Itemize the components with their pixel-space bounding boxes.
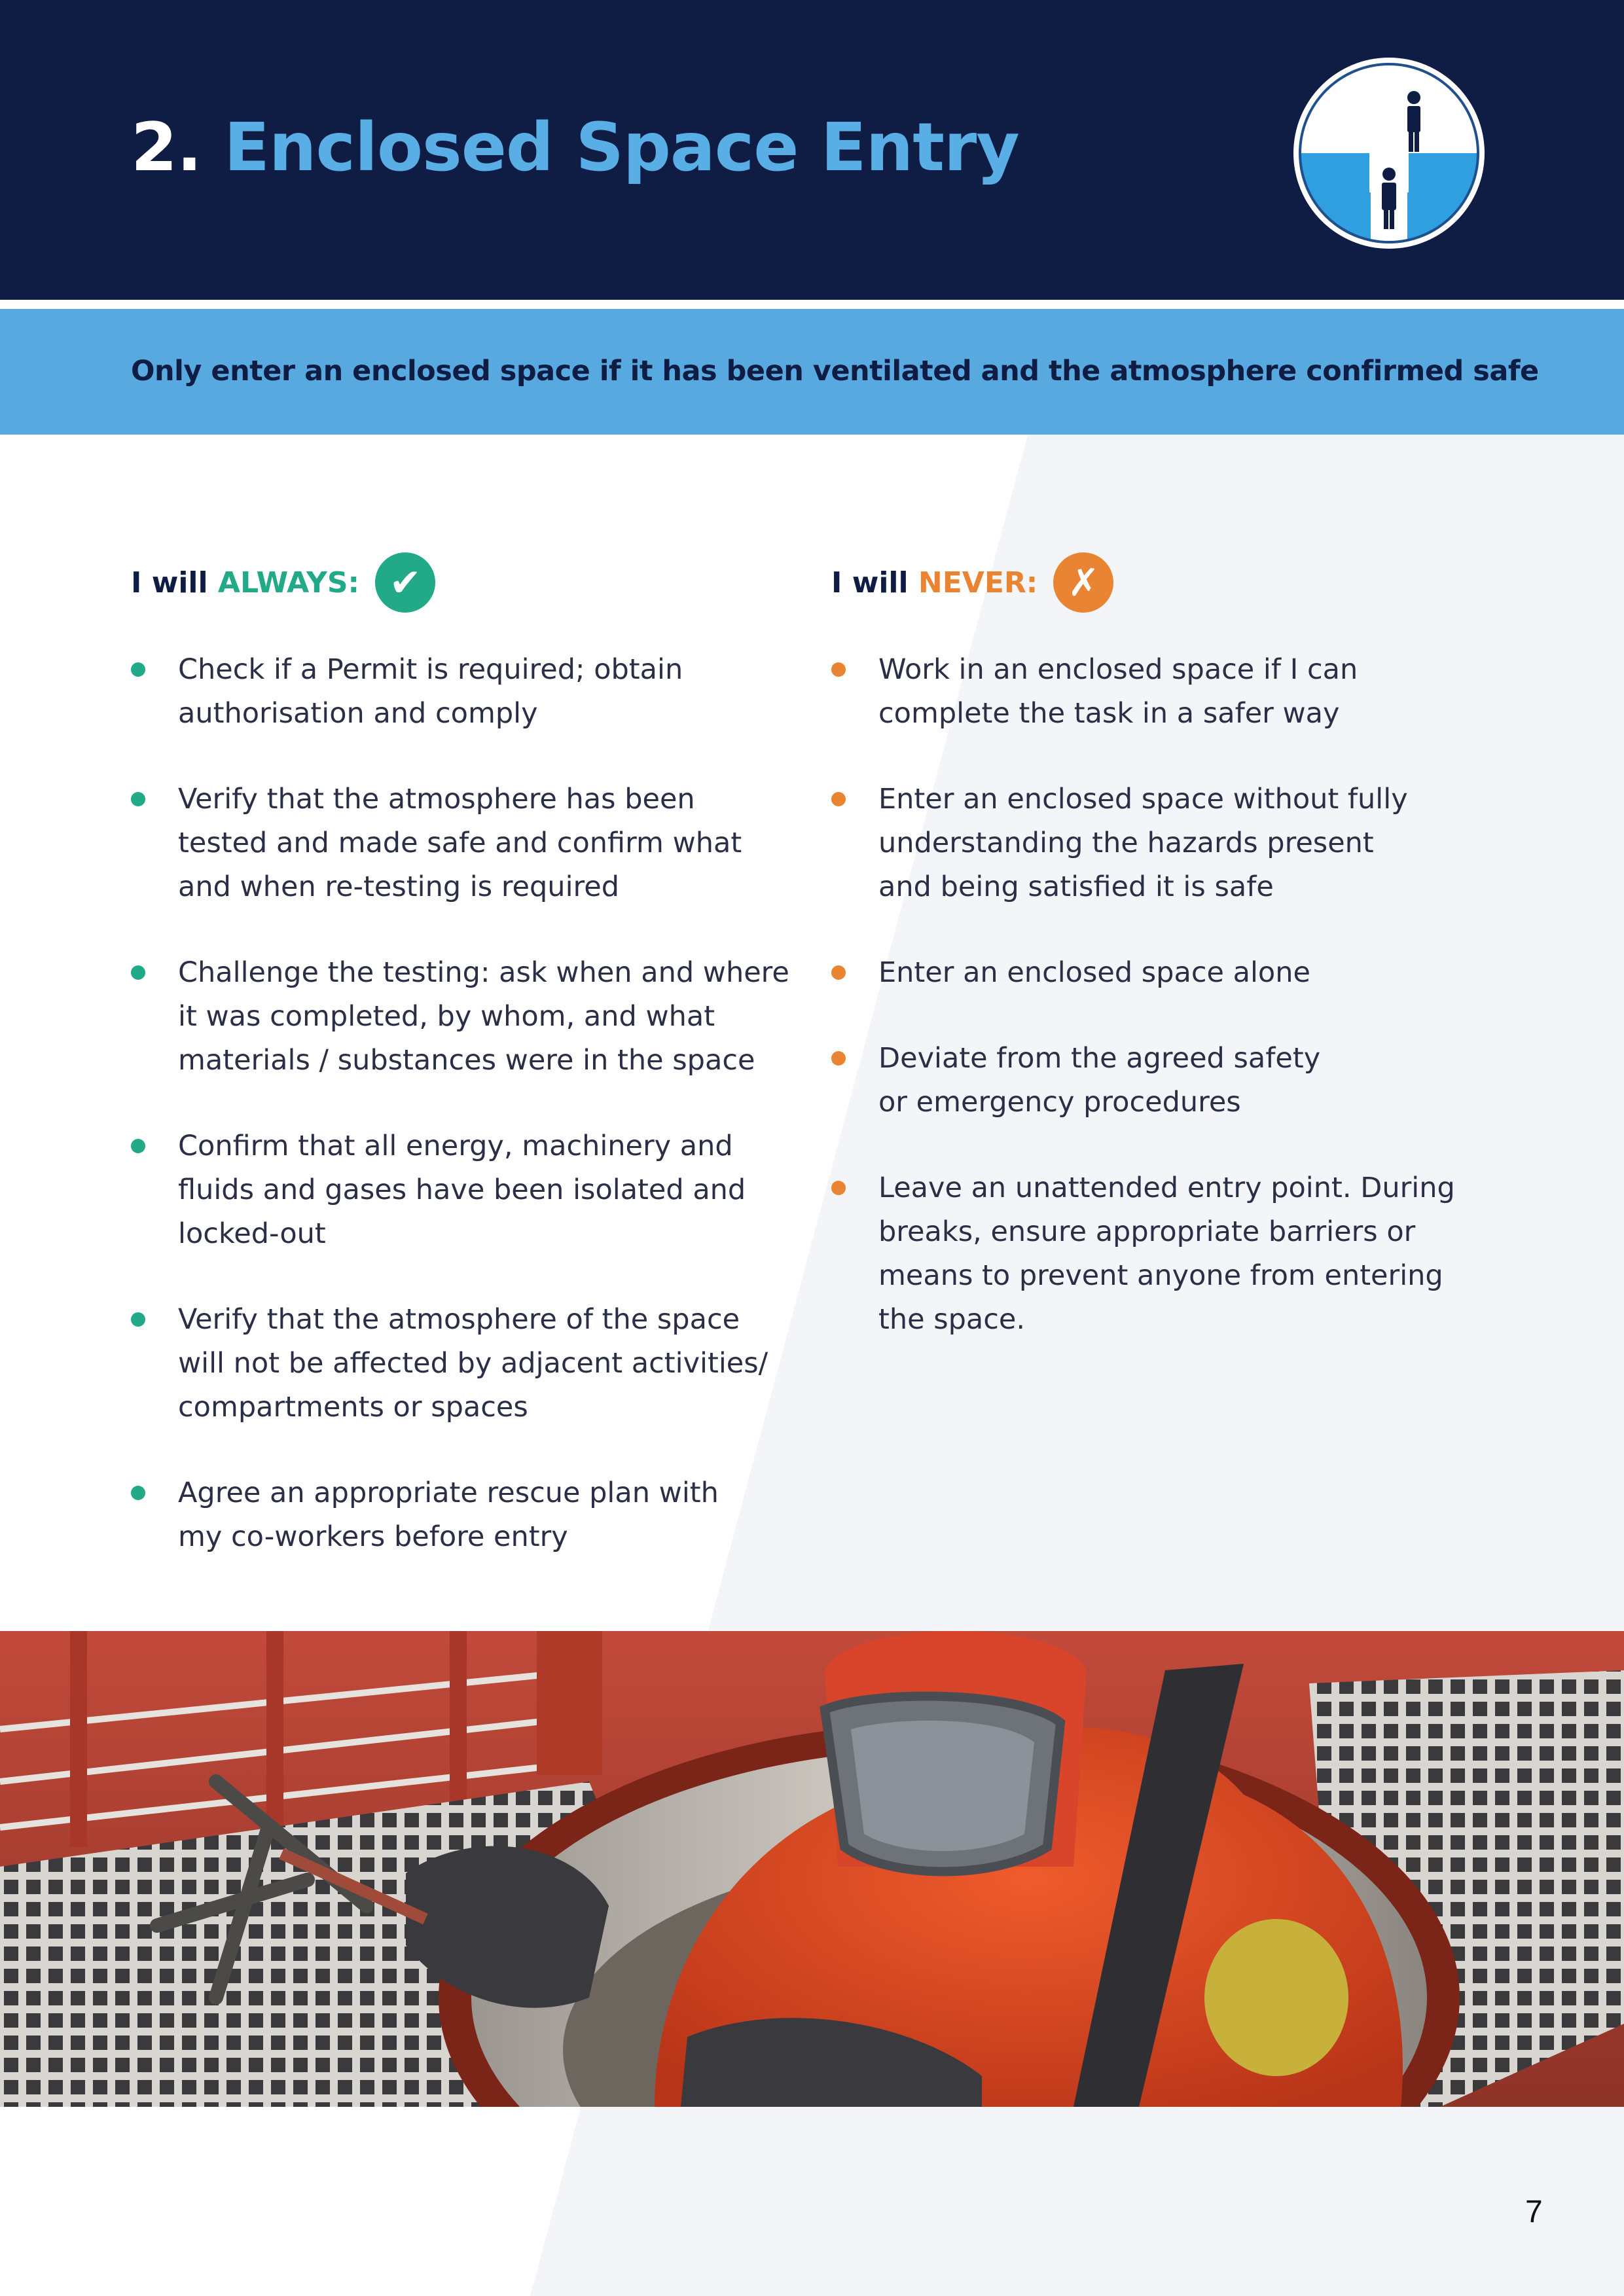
- never-item-line: complete the task in a safer way: [878, 697, 1340, 730]
- bullet-icon: [831, 1051, 846, 1066]
- bullet-icon: [831, 792, 846, 806]
- bullet-icon: [131, 965, 145, 980]
- always-keyword: ALWAYS:: [217, 565, 360, 600]
- bullet-icon: [131, 1139, 145, 1153]
- never-item-line: Deviate from the agreed safety: [878, 1042, 1321, 1075]
- page-number: 7: [1525, 2195, 1543, 2229]
- never-prefix: I will: [831, 565, 918, 600]
- bullet-icon: [131, 1486, 145, 1500]
- always-item-line: locked-out: [178, 1217, 326, 1250]
- bullet-icon: [831, 662, 846, 677]
- key-message-text: Only enter an enclosed space if it has been ventilated and the atmosphere confirmed safe: [131, 355, 1539, 387]
- never-item-line: or emergency procedures: [878, 1086, 1241, 1119]
- bullet-icon: [131, 792, 145, 806]
- always-item-line: my co-workers before entry: [178, 1520, 568, 1553]
- always-item-line: materials / substances were in the space: [178, 1044, 755, 1077]
- key-message-banner: [0, 309, 1624, 435]
- bullet-icon: [131, 662, 145, 677]
- never-item-line: understanding the hazards present: [878, 827, 1374, 859]
- never-item-line: means to prevent anyone from entering: [878, 1259, 1443, 1292]
- always-item-line: fluids and gases have been isolated and: [178, 1174, 746, 1206]
- worker-entering-tank-photo: [0, 1631, 1624, 2107]
- never-list: [831, 648, 1486, 1342]
- always-column: [131, 550, 789, 1601]
- never-item-line: Work in an enclosed space if I can: [878, 653, 1358, 686]
- always-item-line: tested and made safe and confirm what: [178, 827, 742, 859]
- page-title: [131, 109, 1019, 187]
- page-header: [0, 0, 1624, 300]
- always-item-line: Agree an appropriate rescue plan with: [178, 1477, 719, 1509]
- bullet-icon: [131, 1312, 145, 1327]
- always-item-line: Confirm that all energy, machinery and: [178, 1130, 733, 1162]
- always-list-item: [131, 1471, 759, 1559]
- never-list-item: [831, 951, 1486, 995]
- always-item-line: Verify that the atmosphere of the space: [178, 1303, 740, 1336]
- never-list-item: [831, 1037, 1486, 1124]
- never-heading: [831, 550, 1486, 615]
- bullet-icon: [831, 1181, 846, 1195]
- never-item-line: breaks, ensure appropriate barriers or: [878, 1215, 1416, 1248]
- never-column: [831, 550, 1486, 1384]
- never-item-line: Enter an enclosed space alone: [878, 956, 1310, 989]
- always-item-line: and when re-testing is required: [178, 870, 619, 903]
- section-number: 2.: [131, 109, 202, 187]
- enclosed-space-entry-icon: [1292, 56, 1486, 250]
- always-prefix: I will: [131, 565, 218, 600]
- always-item-line: Verify that the atmosphere has been: [178, 783, 695, 816]
- never-list-item: [831, 1166, 1486, 1342]
- never-item-line: Enter an enclosed space without fully: [878, 783, 1408, 816]
- always-list-item: [131, 1124, 759, 1256]
- always-item-line: Check if a Permit is required; obtain: [178, 653, 683, 686]
- never-item-line: Leave an unattended entry point. During: [878, 1172, 1455, 1204]
- cross-icon: ✗: [1053, 552, 1113, 613]
- never-item-line: the space.: [878, 1303, 1026, 1336]
- always-item-line: authorisation and comply: [178, 697, 538, 730]
- always-item-line: it was completed, by whom, and what: [178, 1000, 715, 1033]
- always-list-item: [131, 1298, 768, 1429]
- section-title: Enclosed Space Entry: [224, 109, 1019, 187]
- never-list-item: [831, 648, 1486, 736]
- header-divider: [0, 300, 1624, 309]
- always-heading: [131, 550, 759, 615]
- check-icon: ✔: [375, 552, 435, 613]
- never-keyword: NEVER:: [918, 565, 1038, 600]
- always-item-line: Challenge the testing: ask when and where: [178, 956, 789, 989]
- never-list-item: [831, 778, 1486, 909]
- always-list: [131, 648, 789, 1559]
- always-list-item: [131, 648, 759, 736]
- always-item-line: compartments or spaces: [178, 1391, 528, 1424]
- always-item-line: will not be affected by adjacent activities/: [178, 1347, 768, 1380]
- always-list-item: [131, 778, 759, 909]
- never-item-line: and being satisfied it is safe: [878, 870, 1274, 903]
- always-list-item: [131, 951, 789, 1083]
- bullet-icon: [831, 965, 846, 980]
